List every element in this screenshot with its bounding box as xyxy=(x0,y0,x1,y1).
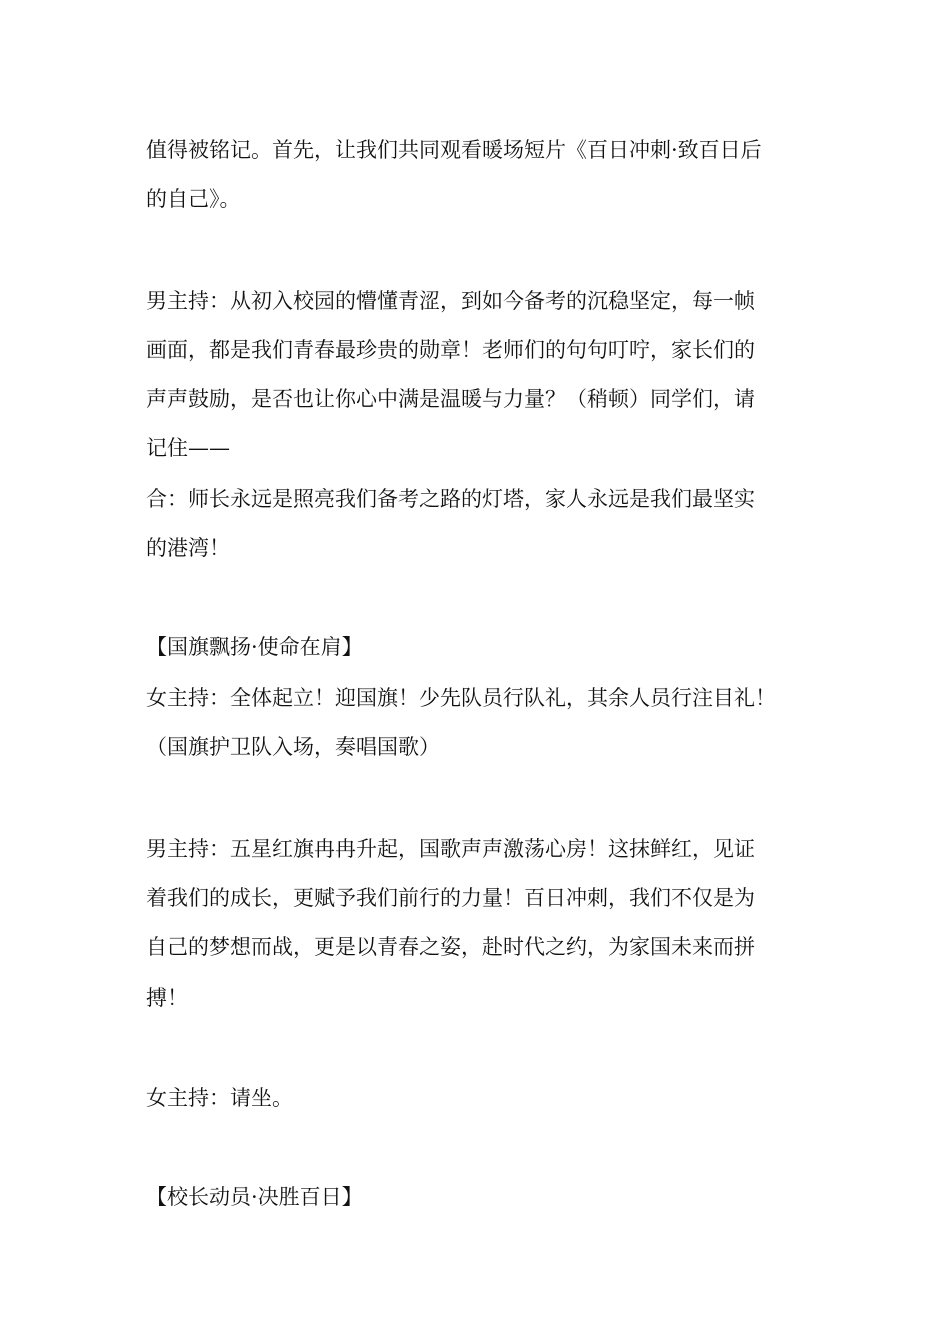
text-line: 男主持：五星红旗冉冉升起，国歌声声激荡心房！这抹鲜红，见证 xyxy=(146,837,755,861)
text-line: 男主持：从初入校园的懵懂青涩，到如今备考的沉稳坚定，每一帧 xyxy=(146,289,755,313)
text-line: 的自己》。 xyxy=(146,187,241,211)
text-line: 着我们的成长，更赋予我们前行的力量！百日冲刺，我们不仅是为 xyxy=(146,886,755,910)
text-line: 合：师长永远是照亮我们备考之路的灯塔，家人永远是我们最坚实 xyxy=(146,487,755,511)
text-line: 画面，都是我们青春最珍贵的勋章！老师们的句句叮咛，家长们的 xyxy=(146,338,755,362)
section-heading: 【国旗飘扬·使命在肩】 xyxy=(146,635,363,659)
text-line: 的港湾！ xyxy=(146,536,230,560)
text-line: 搏！ xyxy=(146,986,188,1010)
text-line: 值得被铭记。首先，让我们共同观看暖场短片《百日冲刺·致百日后 xyxy=(146,138,762,162)
section-heading: 【校长动员·决胜百日】 xyxy=(146,1185,363,1209)
text-line: 记住—— xyxy=(146,436,230,460)
text-line: 女主持：请坐。 xyxy=(146,1086,293,1110)
text-line: 自己的梦想而战，更是以青春之姿，赴时代之约，为家国未来而拼 xyxy=(146,935,755,959)
text-line: 声声鼓励，是否也让你心中满是温暖与力量？（稍顿）同学们，请 xyxy=(146,387,755,411)
text-line: 女主持：全体起立！迎国旗！少先队员行队礼，其余人员行注目礼！ xyxy=(146,686,776,710)
text-line: （国旗护卫队入场，奏唱国歌） xyxy=(146,735,440,759)
